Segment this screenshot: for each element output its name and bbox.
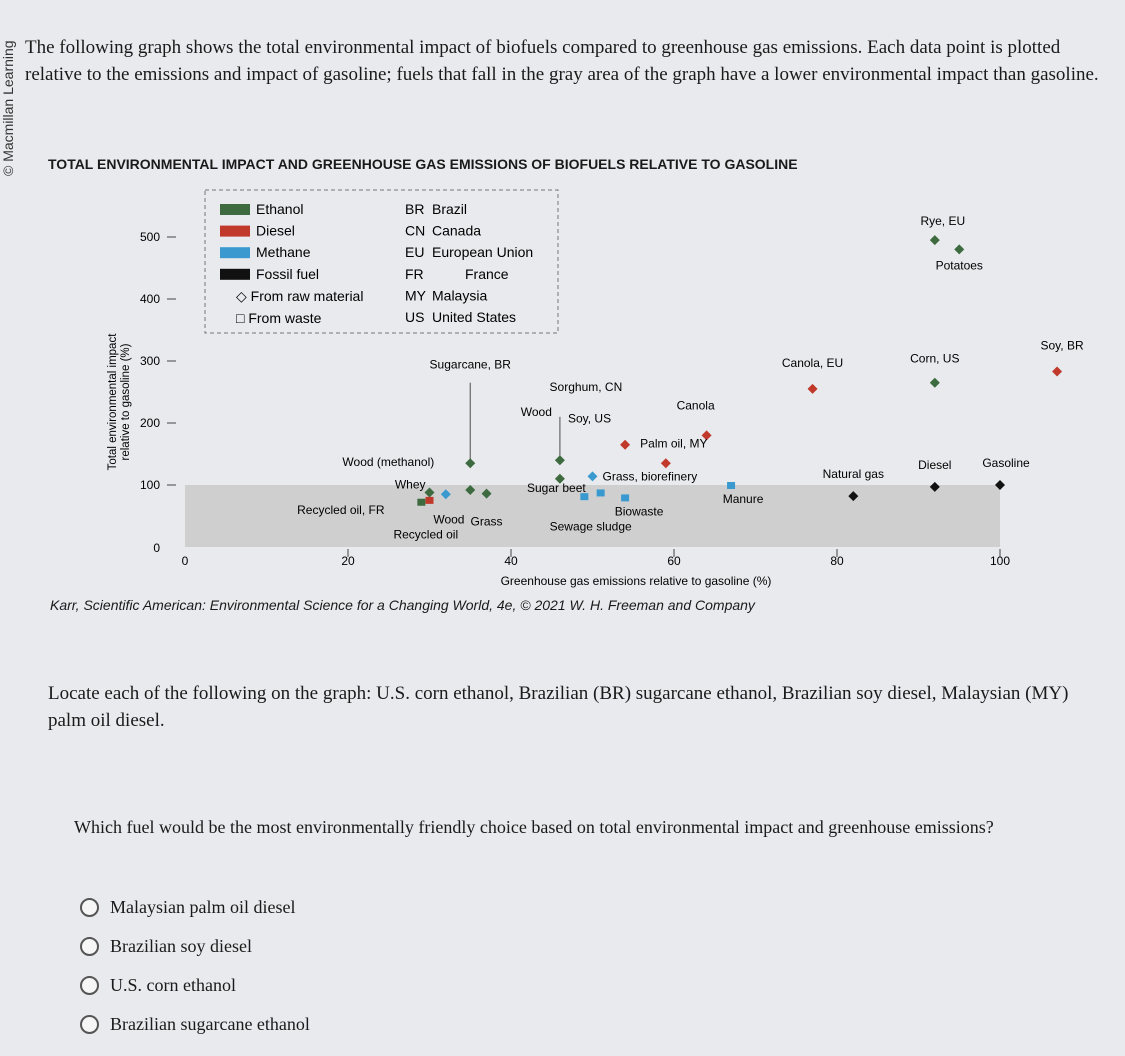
data-point-label: Potatoes <box>935 258 983 273</box>
data-point-diamond <box>808 384 818 394</box>
data-point-label: Natural gas <box>822 467 884 482</box>
answer-options <box>80 888 310 1044</box>
data-point-label: Sorghum, CN <box>549 379 623 394</box>
legend-country-code: BR <box>405 201 425 217</box>
data-point-label: Recycled oil, FR <box>297 502 385 517</box>
question-intro: The following graph shows the total environmental impact of biofuels compared to greenhouse gas emissions. Each data point is plotted relative to the emissions and impact of gasoline; fuels that fall in the gray area of the graph have a lower environmental impact than gasoline. <box>25 37 1099 85</box>
data-point-label: Corn, US <box>910 351 960 366</box>
radio-button[interactable] <box>80 976 99 995</box>
data-point-label: Biowaste <box>614 504 664 519</box>
legend-country-code: EU <box>405 244 425 261</box>
brand-label: © Macmillan Learning <box>0 40 16 176</box>
legend-swatch <box>220 247 250 258</box>
data-point-square <box>727 482 735 489</box>
option-soy-diesel[interactable] <box>80 927 310 966</box>
data-point-label: Rye, EU <box>920 214 966 229</box>
data-point-diamond <box>930 378 940 388</box>
data-point-square <box>417 499 425 506</box>
data-point-diamond <box>555 455 565 465</box>
radio-button[interactable] <box>80 1015 99 1034</box>
x-tick-label: 100 <box>989 554 1011 568</box>
data-point-label: Canola, EU <box>781 355 844 370</box>
data-point-label: Whey <box>394 477 426 492</box>
x-tick-label: 80 <box>830 554 844 568</box>
data-point-diamond <box>588 471 598 481</box>
y-tick-label: 100 <box>139 478 160 492</box>
data-point-label: Canola <box>676 398 715 413</box>
legend-swatch <box>220 204 250 215</box>
data-point-diamond <box>465 458 475 468</box>
legend-marker-label: ◇ From raw material <box>236 288 364 304</box>
data-point-square <box>426 497 434 504</box>
legend-country-name: Brazil <box>432 201 468 217</box>
data-point-label: Wood <box>433 512 465 527</box>
y-tick-label: 300 <box>139 354 160 368</box>
legend-swatch <box>220 269 250 280</box>
data-point-label: Recycled oil <box>393 527 459 542</box>
legend-label: Fossil fuel <box>256 265 320 282</box>
data-point-label: Sugar beet <box>526 481 586 496</box>
radio-button[interactable] <box>80 937 99 956</box>
data-point-label: Diesel <box>918 457 952 472</box>
question-text: Which fuel would be the most environmentally friendly choice based on total environmental impact and greenhouse emissions? <box>74 817 994 837</box>
radio-button[interactable] <box>80 898 99 917</box>
legend-country-name: Malaysia <box>432 287 488 304</box>
legend-label: Ethanol <box>256 201 304 217</box>
x-tick-label: 40 <box>504 554 518 568</box>
x-axis-title: Greenhouse gas emissions relative to gasoline (%) <box>500 574 772 588</box>
legend-country-code: CN <box>405 222 426 239</box>
data-point-label: Palm oil, MY <box>640 436 708 451</box>
data-point-label: Sugarcane, BR <box>429 357 511 372</box>
data-point-label: Grass, biorefinery <box>602 469 698 484</box>
option-corn-ethanol[interactable] <box>80 966 310 1005</box>
legend-country-name: France <box>465 265 509 282</box>
legend-label: Diesel <box>256 222 295 239</box>
locate-prompt: Locate each of the following on the graph: U.S. corn ethanol, Brazilian (BR) sugarcane ethanol, Brazilian soy diesel, Malaysian (MY) palm oil diesel. <box>48 683 1069 731</box>
x-tick-label: 20 <box>341 554 355 568</box>
option-label: Malaysian palm oil diesel <box>110 897 296 917</box>
data-point-diamond <box>1052 367 1062 377</box>
legend-country-code: MY <box>405 287 426 304</box>
data-point-label: Grass <box>470 514 503 529</box>
data-point-diamond <box>661 458 671 468</box>
data-point-square <box>621 494 629 501</box>
data-point-label: Soy, US <box>567 411 612 426</box>
legend-country-name: Canada <box>432 222 482 239</box>
data-point-label: Wood <box>520 405 552 420</box>
data-point-label: Manure <box>722 492 764 506</box>
option-label: Brazilian sugarcane ethanol <box>110 1014 310 1034</box>
legend-label: Methane <box>256 244 311 261</box>
legend-marker-label: □ From waste <box>236 310 322 326</box>
data-point-diamond <box>930 235 940 245</box>
legend-country-code: US <box>405 309 425 325</box>
option-palm-oil[interactable] <box>80 888 310 927</box>
data-point-diamond <box>954 244 964 254</box>
y-axis-title: Total environmental impactrelative to gasoline (%) <box>107 333 132 471</box>
y-tick-label: 400 <box>139 292 160 306</box>
chart-title: TOTAL ENVIRONMENTAL IMPACT AND GREENHOUSE GAS EMISSIONS OF BIOFUELS RELATIVE TO GASOLINE <box>48 156 798 172</box>
legend-country-name: United States <box>432 309 517 325</box>
y-tick-label: 500 <box>139 230 160 244</box>
y-tick-label: 200 <box>139 416 160 430</box>
data-point-square <box>597 489 605 496</box>
data-point-label: Wood (methanol) <box>342 454 435 469</box>
x-tick-label: 60 <box>667 554 681 568</box>
data-point-diamond <box>620 440 630 450</box>
legend-country-code: FR <box>405 265 424 282</box>
option-label: Brazilian soy diesel <box>110 936 252 956</box>
figure-credit: Karr, Scientific American: Environmental Science for a Changing World, 4e, © 2021 W. H. Freeman and Company <box>50 597 755 613</box>
option-sugarcane-ethanol[interactable] <box>80 1005 310 1044</box>
option-label: U.S. corn ethanol <box>110 975 236 995</box>
x-tick-label: 0 <box>181 554 189 568</box>
y-tick-label: 0 <box>153 541 160 555</box>
data-point-label: Sewage sludge <box>549 519 632 534</box>
legend-swatch <box>220 226 250 237</box>
data-point-label: Gasoline <box>982 456 1030 470</box>
legend-country-name: European Union <box>432 244 534 261</box>
data-point-label: Soy, BR <box>1040 338 1084 353</box>
